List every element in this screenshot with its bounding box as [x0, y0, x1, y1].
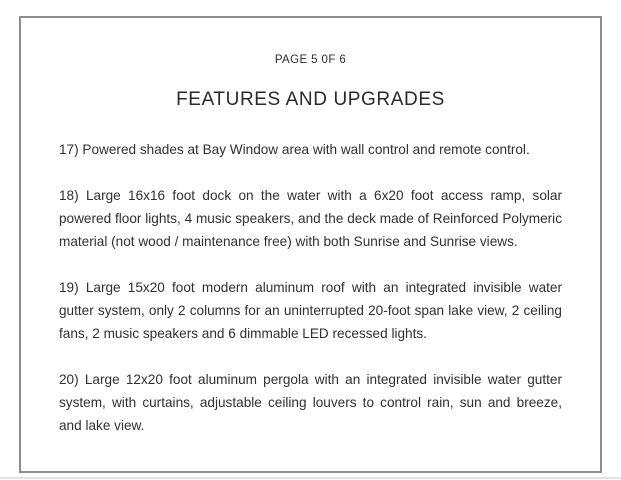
feature-paragraph-17: 17) Powered shades at Bay Window area with wall control and remote control. [59, 142, 530, 157]
feature-paragraph-19: 19) Large 15x20 foot modern aluminum roof with an integrated invisible water gutter system, only 2 columns for an uninterrupted 20-foot span lake view, 2 ceiling fans, 2 music speakers and 6 dimmable LED recessed lights. [59, 280, 562, 341]
bottom-page-separator [0, 477, 621, 479]
page-title: FEATURES AND UPGRADES [176, 89, 445, 110]
page-sheet [19, 16, 602, 473]
page-number-label: PAGE 5 0F 6 [274, 54, 347, 66]
feature-paragraph-20: 20) Large 12x20 foot aluminum pergola with an integrated invisible water gutter system, with curtains, adjustable ceiling louvers to control rain, sun and breeze, and lake view. [59, 372, 562, 433]
feature-paragraph-18: 18) Large 16x16 foot dock on the water with a 6x20 foot access ramp, solar powered floor lights, 4 music speakers, and the deck made of Reinforced Polymeric material (not wood / maintenance free) with both Sunrise and Sunrise views. [59, 188, 562, 249]
page-content [21, 18, 600, 437]
feature-list [59, 138, 562, 437]
